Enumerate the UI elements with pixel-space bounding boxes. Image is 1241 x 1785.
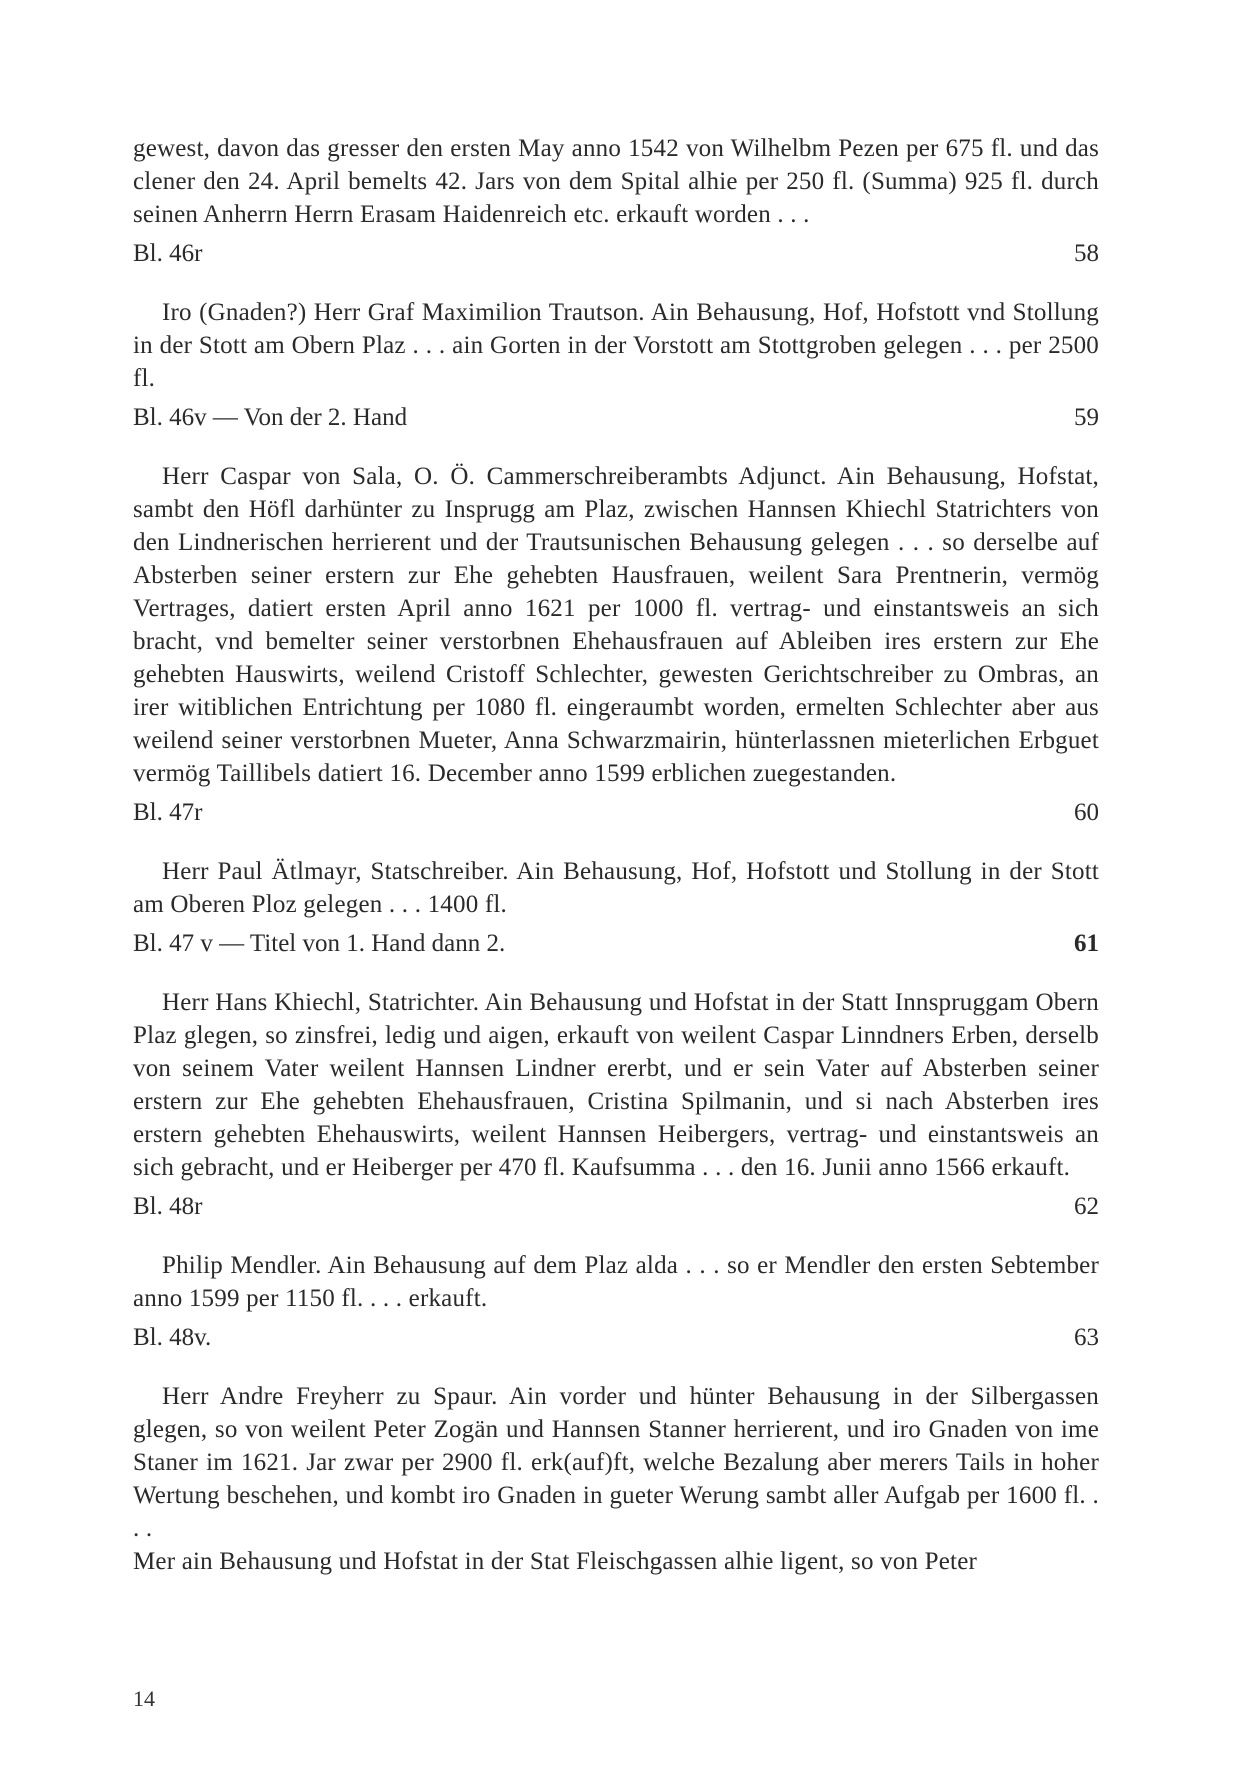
reference-line-59: [133, 401, 1099, 434]
folio-reference: Bl. 47r: [133, 799, 203, 826]
reference-line-62: [133, 1190, 1099, 1223]
intro-paragraph: gewest, davon das gresser den ersten May anno 1542 von Wilhelbm Pezen per 675 fl. und das clener den 24. April bemelts 42. Jars von dem Spital alhie per 250 fl. (Summa) 925 fl. durch seinen Anherrn Herrn Erasam Haidenreich etc. erkauft worden . . .: [133, 135, 1099, 228]
entry-paragraph-61: Herr Hans Khiechl, Statrichter. Ain Behausung und Hofstat in der Statt Innspruggam Obern Plaz glegen, so zinsfrei, ledig und aigen, erkauft von weilent Caspar Linndners Erben, derselb von seinem Vater weilent Hannsen Lindner ererbt, und er sein Vater auf Absterben seiner erstern zur Ehe gehebten Ehehausfrauen, Cristina Spilmanin, und si nach Absterben ires erstern gehebten Ehehauswirts, weilent Hannsen Heibergers, vertrag- und einstantsweis an sich gebracht, und er Heiberger per 470 fl. Kaufsumma . . . den 16. Junii anno 1566 erkauft.: [133, 989, 1099, 1181]
continuation-paragraph: Mer ain Behausung und Hofstat in der Stat Fleischgassen alhie ligent, so von Peter: [133, 1548, 978, 1575]
entry-paragraph-60: Herr Paul Ätlmayr, Statschreiber. Ain Behausung, Hof, Hofstott und Stollung in der Stott am Oberen Ploz gelegen . . . 1400 fl.: [133, 858, 1099, 918]
entry-paragraph-59: Herr Caspar von Sala, O. Ö. Cammerschreiberambts Adjunct. Ain Behausung, Hofstat, sambt den Höfl darhünter zu Insprugg am Plaz, zwischen Hannsen Khiechl Statrichters von den Lindnerischen herrierent und der Trautsunischen Behausung gelegen . . . so derselbe auf Absterben seiner erstern zur Ehe gehebten Hausfrauen, weilent Sara Prentnerin, vermög Vertrages, datiert ersten April anno 1621 per 1000 fl. vertrag- und einstantsweis an sich bracht, vnd bemelter seiner verstorbnen Ehehausfrauen auf Ableiben ires erstern zur Ehe gehebten Hauswirts, weilend Cristoff Schlechter, gewesten Gerichtschreiber zu Ombras, an irer witiblichen Entrichtung per 1080 fl. eingeraumbt worden, ermelten Schlechter aber aus weilend seiner verstorbnen Mueter, Anna Schwarzmairin, hünterlassnen mieterlichen Erbguet vermög Taillibels datiert 16. December anno 1599 erblichen zuegestanden.: [133, 463, 1099, 787]
reference-line-61: [133, 927, 1099, 960]
page-number: 14: [133, 1686, 155, 1711]
entry-number: 60: [1074, 799, 1099, 826]
folio-reference: Bl. 47 v — Titel von 1. Hand dann 2.: [133, 930, 506, 957]
entry-number: 59: [1074, 404, 1099, 431]
entry-number: 63: [1074, 1324, 1099, 1351]
entry-number: 62: [1074, 1193, 1099, 1220]
folio-reference: Bl. 48v.: [133, 1324, 212, 1351]
entry-paragraph-62: Philip Mendler. Ain Behausung auf dem Plaz alda . . . so er Mendler den ersten Sebtember anno 1599 per 1150 fl. . . . erkauft.: [133, 1252, 1099, 1312]
entry-number: 58: [1074, 240, 1099, 267]
reference-line-63: [133, 1321, 1099, 1354]
reference-line-58: [133, 237, 1099, 270]
folio-reference: Bl. 46v — Von der 2. Hand: [133, 404, 408, 431]
entry-paragraph-58: Iro (Gnaden?) Herr Graf Maximilion Trautson. Ain Behausung, Hof, Hofstott vnd Stollung in der Stott am Obern Plaz . . . ain Gorten in der Vorstott am Stottgroben gelegen . . . per 2500 fl.: [133, 299, 1099, 392]
entry-number: 61: [1074, 930, 1099, 957]
folio-reference: Bl. 48r: [133, 1193, 203, 1220]
folio-reference: Bl. 46r: [133, 240, 203, 267]
entry-paragraph-63: Herr Andre Freyherr zu Spaur. Ain vorder und hünter Behausung in der Silbergassen glegen, so von weilent Peter Zogän und Hannsen Stanner herrierent, und iro Gnaden von ime Staner im 1621. Jar zwar per 2900 fl. erk(auf)ft, welche Bezalung aber merers Tails in hoher Wertung beschehen, und kombt iro Gnaden in gueter Werung sambt aller Aufgab per 1600 fl. . . .: [133, 1383, 1099, 1542]
reference-line-60: [133, 796, 1099, 829]
text-column: [133, 132, 1099, 1578]
